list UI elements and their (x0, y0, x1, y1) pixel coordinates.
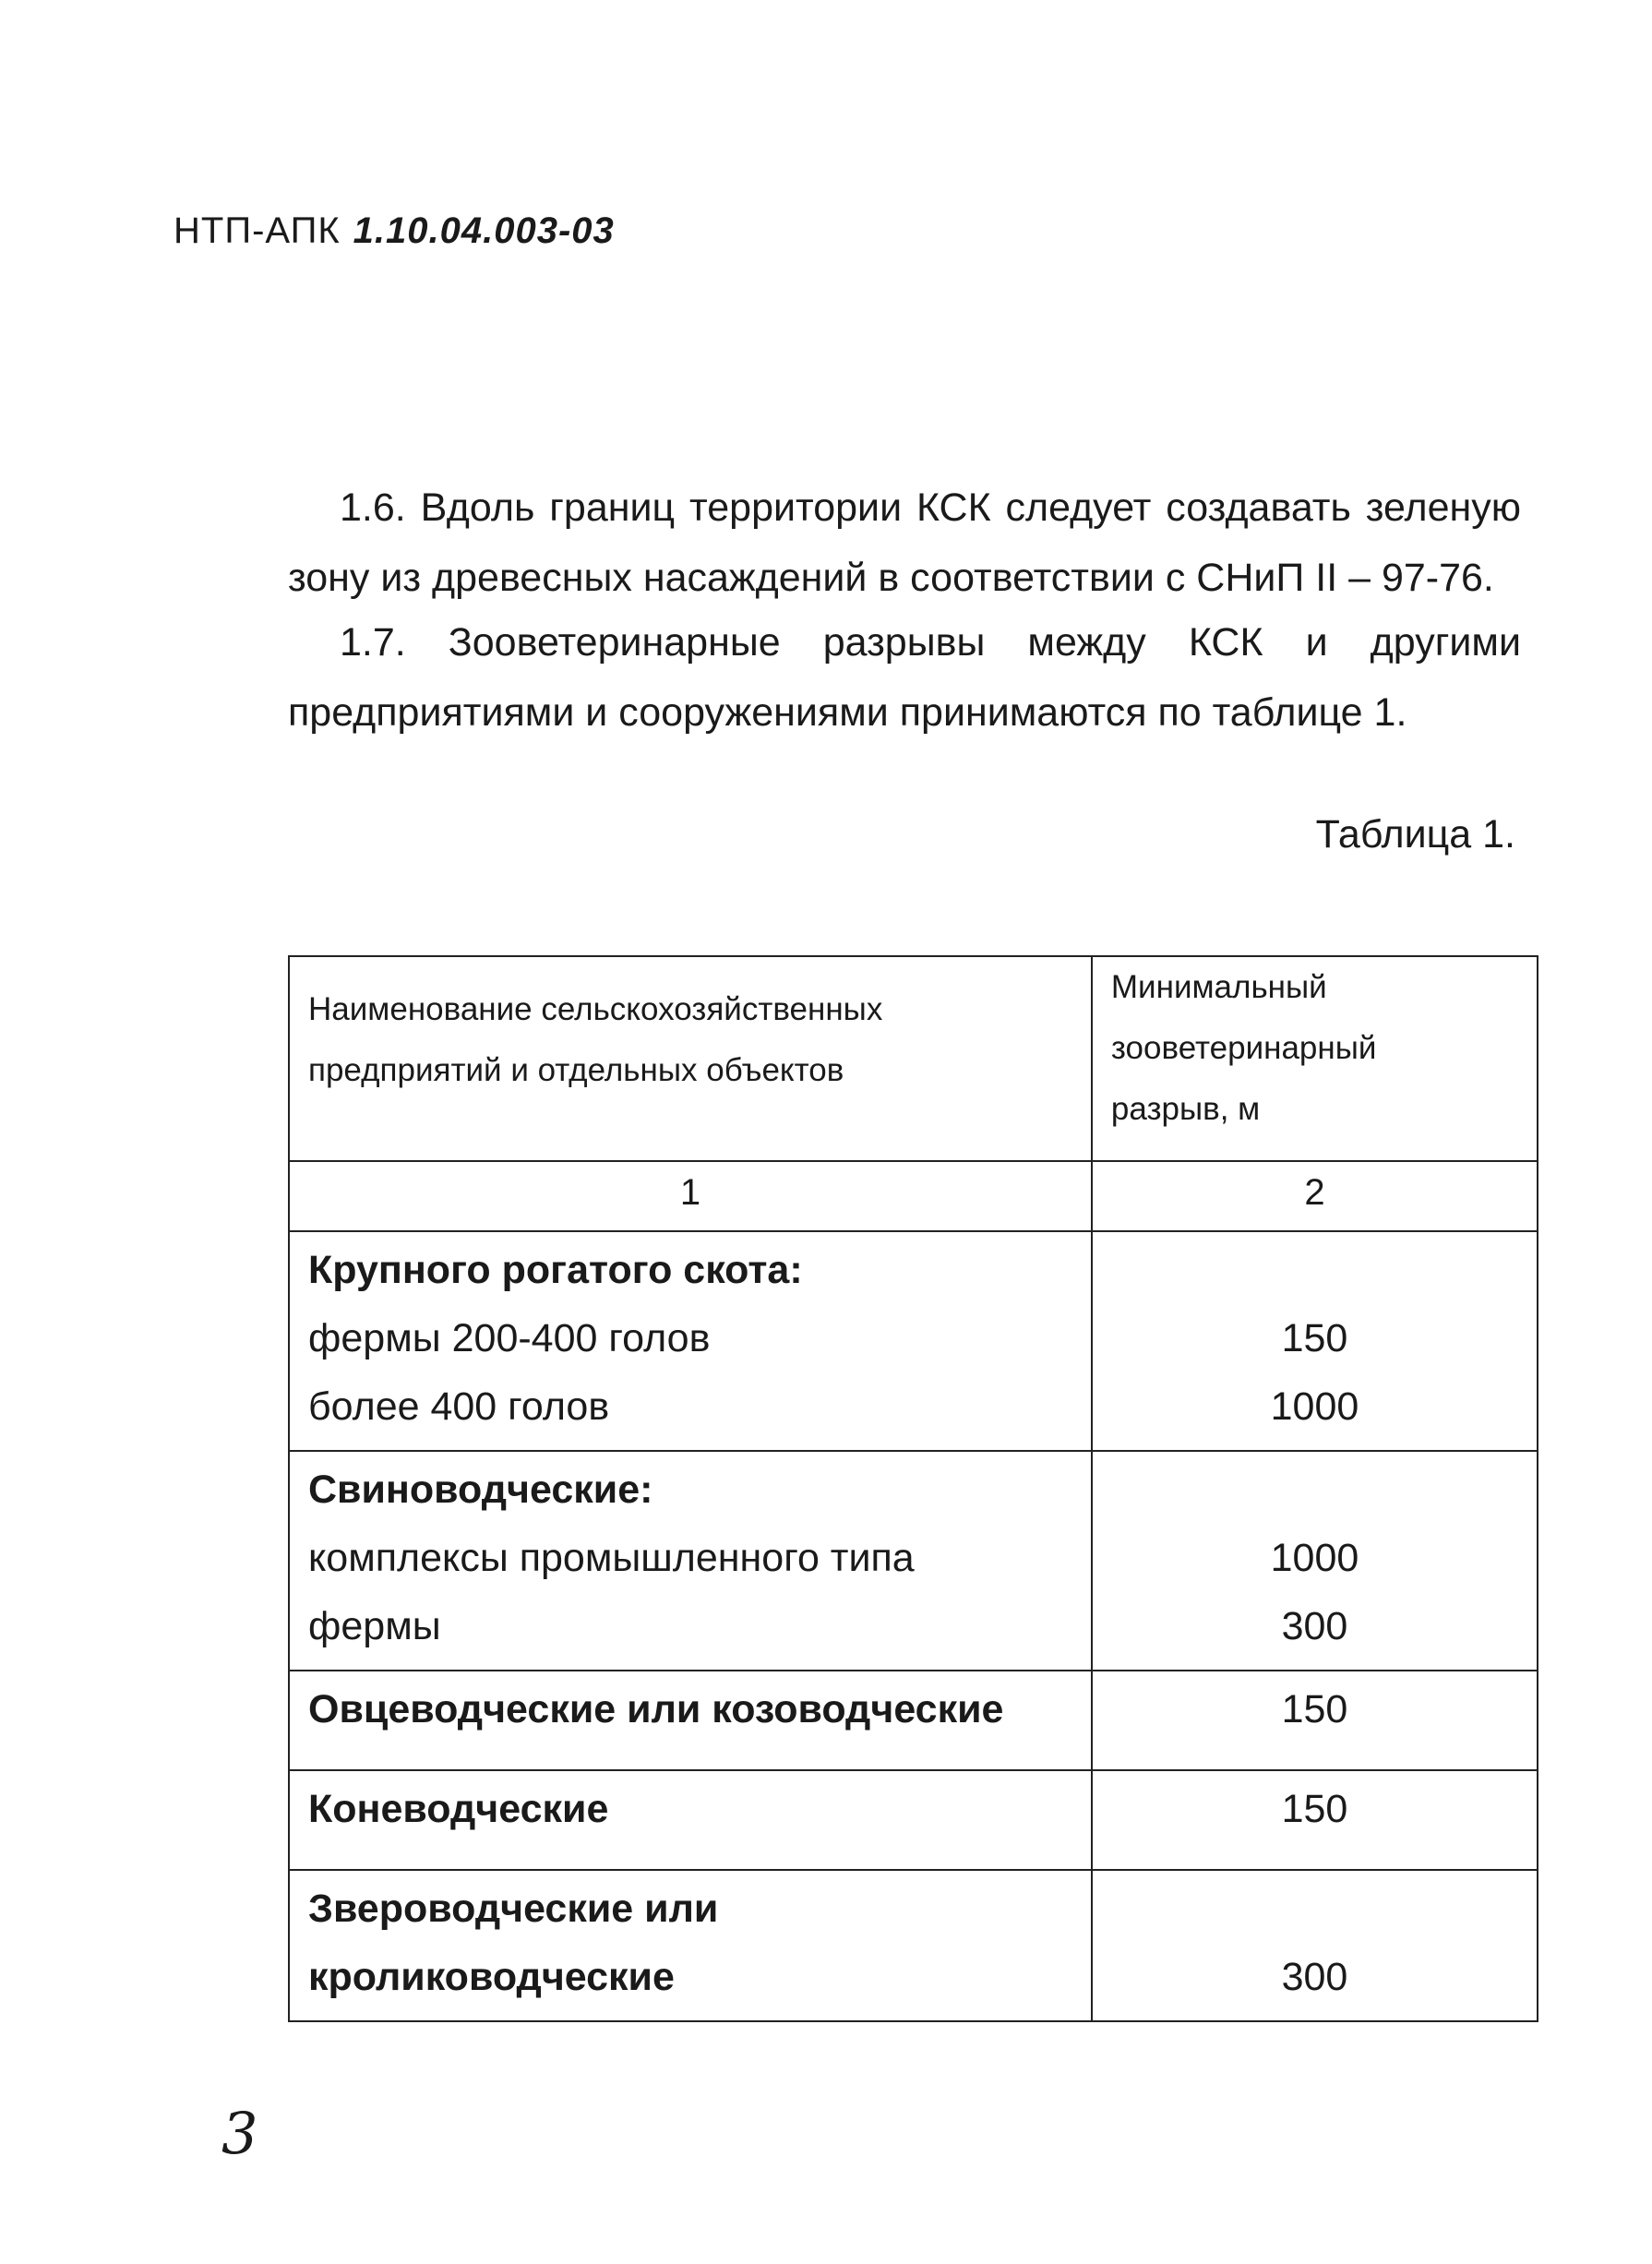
group-title: кролиководческие (308, 1955, 675, 1999)
document-header (174, 210, 615, 252)
header-cell-name (289, 956, 1092, 1161)
row-value: 300 (1281, 1955, 1348, 1999)
group-title: Свиноводческие: (308, 1467, 653, 1512)
column-number: 1 (289, 1161, 1092, 1231)
table-row (289, 1870, 1538, 2021)
paragraph-1-6-first-line (340, 473, 1521, 543)
paragraph-number: 1.6. (340, 485, 406, 530)
row-value: 1000 (1270, 1384, 1359, 1429)
table-row (289, 1451, 1538, 1671)
header-line: зооветеринарный (1110, 1030, 1377, 1066)
row-name-cell (289, 1870, 1092, 2021)
row-name-cell (289, 1770, 1092, 1870)
word: КСК (1188, 620, 1263, 665)
word: Зооветеринарные (448, 620, 781, 665)
paragraph-1-7-first-line (340, 607, 1521, 677)
group-title: Коневодческие (308, 1787, 609, 1831)
row-value-cell (1092, 1770, 1538, 1870)
header-line: разрыв, м (1110, 1091, 1261, 1127)
word: другими (1370, 620, 1521, 665)
row-value: 150 (1281, 1316, 1348, 1360)
word: между (1027, 620, 1146, 665)
row-name: более 400 голов (308, 1384, 610, 1429)
header-code: 1.10.04.003-03 (353, 210, 615, 251)
column-number-row (289, 1161, 1538, 1231)
word: КСК (916, 485, 991, 530)
table-row (289, 1671, 1538, 1770)
row-value: 1000 (1270, 1536, 1359, 1580)
row-value: 150 (1281, 1687, 1348, 1731)
row-name-cell (289, 1231, 1092, 1451)
word: разрывы (822, 620, 986, 665)
header-line: Наименование сельскохозяйственных (308, 991, 883, 1027)
paragraph-1-6-continuation: зону из древесных насаждений в соответствии с СНиП II – 97-76. (288, 556, 1494, 600)
word: Вдоль (420, 485, 535, 530)
word: границ (549, 485, 676, 530)
row-value-cell (1092, 1451, 1538, 1671)
header-prefix: НТП-АПК (174, 210, 341, 251)
row-value: 300 (1281, 1604, 1348, 1648)
distances-table (288, 955, 1538, 2022)
word: создавать (1166, 485, 1351, 530)
row-name-cell (289, 1451, 1092, 1671)
column-number: 2 (1092, 1161, 1538, 1231)
table-header-row (289, 956, 1538, 1161)
paragraph-number: 1.7. (340, 620, 406, 665)
word: следует (1005, 485, 1152, 530)
group-title: Звероводческие или (308, 1887, 719, 1931)
table-caption: Таблица 1. (1315, 812, 1515, 856)
row-name: комплексы промышленного типа (308, 1536, 915, 1580)
row-value-cell (1092, 1870, 1538, 2021)
header-line: предприятий и отдельных объектов (308, 1052, 844, 1088)
paragraph-1-7-continuation: предприятиями и сооружениями принимаются по таблице 1. (288, 690, 1407, 735)
row-value-cell (1092, 1671, 1538, 1770)
header-cell-distance (1092, 956, 1538, 1161)
row-name: фермы (308, 1604, 441, 1648)
group-title: Овцеводческие или козоводческие (308, 1687, 1004, 1731)
word: территории (689, 485, 903, 530)
row-name: фермы 200-400 голов (308, 1316, 711, 1360)
table-row (289, 1770, 1538, 1870)
word: зеленую (1365, 485, 1521, 530)
row-value-cell (1092, 1231, 1538, 1451)
row-value: 150 (1281, 1787, 1348, 1831)
row-name-cell (289, 1671, 1092, 1770)
table-row (289, 1231, 1538, 1451)
word: и (1305, 620, 1328, 665)
page-number: 3 (221, 2100, 258, 2167)
header-line: Минимальный (1110, 969, 1327, 1005)
group-title: Крупного рогатого скота: (308, 1248, 803, 1292)
